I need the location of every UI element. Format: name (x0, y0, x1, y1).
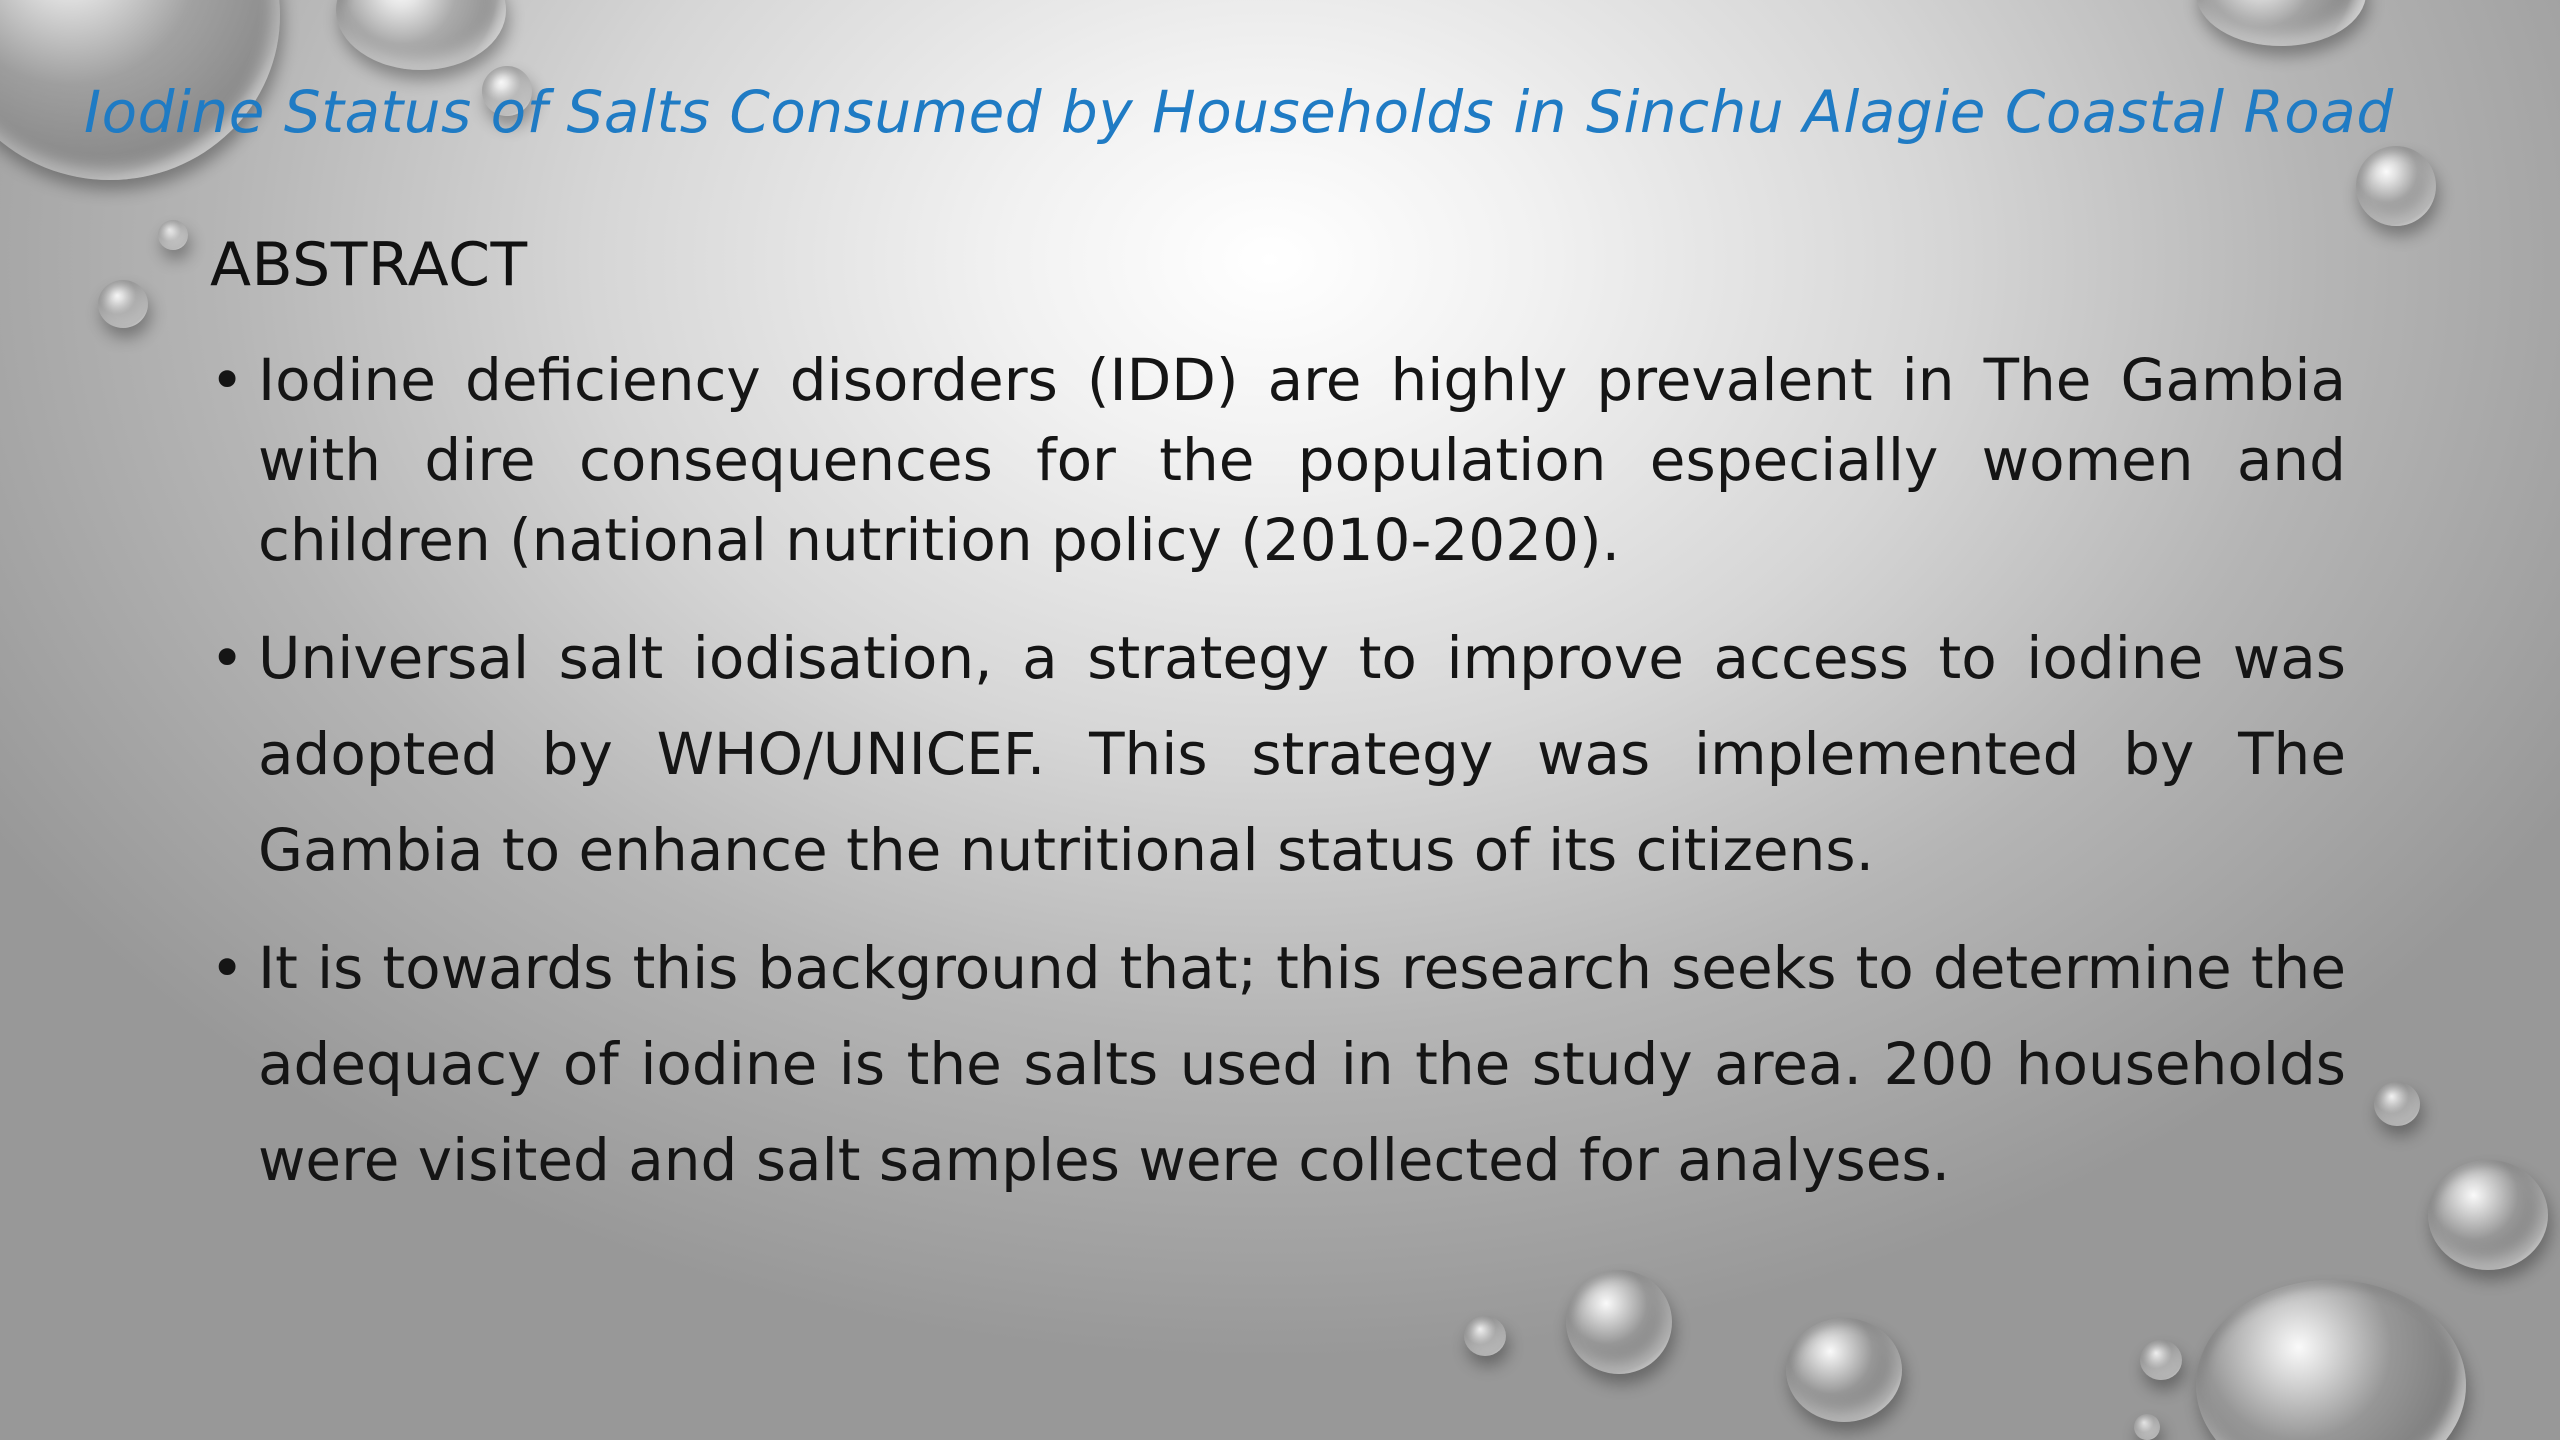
water-drop-decoration (1566, 1270, 1672, 1374)
water-drop-decoration (2196, 1280, 2466, 1440)
bullet-item: • Universal salt iodisation, a strategy to improve access to iodine was adopted by WHO/UNICEF. This strategy was implemented by The Gambia to enhance the nutritional status of its citizens. (210, 610, 2346, 898)
water-drop-decoration (2140, 1340, 2182, 1380)
section-heading: ABSTRACT (210, 230, 528, 300)
bullet-item: • It is towards this background that; this research seeks to determine the adequacy of iodine is the salts used in the study area. 200 households were visited and salt samples were collected for analyses. (210, 920, 2346, 1208)
water-drop-decoration (2356, 146, 2436, 226)
water-drop-decoration (2134, 1414, 2160, 1440)
water-drop-decoration (336, 0, 506, 70)
water-drop-decoration (1464, 1316, 1506, 1356)
water-drop-decoration (158, 220, 188, 250)
water-drop-decoration (98, 280, 148, 328)
bullet-list (210, 340, 2346, 1208)
bullet-item: • Iodine deficiency disorders (IDD) are highly prevalent in The Gambia with dire consequences for the population especially women and children (national nutrition policy (2010-2020). (210, 340, 2346, 580)
water-drop-decoration (1786, 1318, 1902, 1422)
slide-title: Iodine Status of Salts Consumed by Households in Sinchu Alagie Coastal Road (84, 78, 2394, 146)
water-drop-decoration (2374, 1082, 2420, 1126)
water-drop-decoration (2428, 1160, 2548, 1270)
water-drop-decoration (2196, 0, 2366, 46)
